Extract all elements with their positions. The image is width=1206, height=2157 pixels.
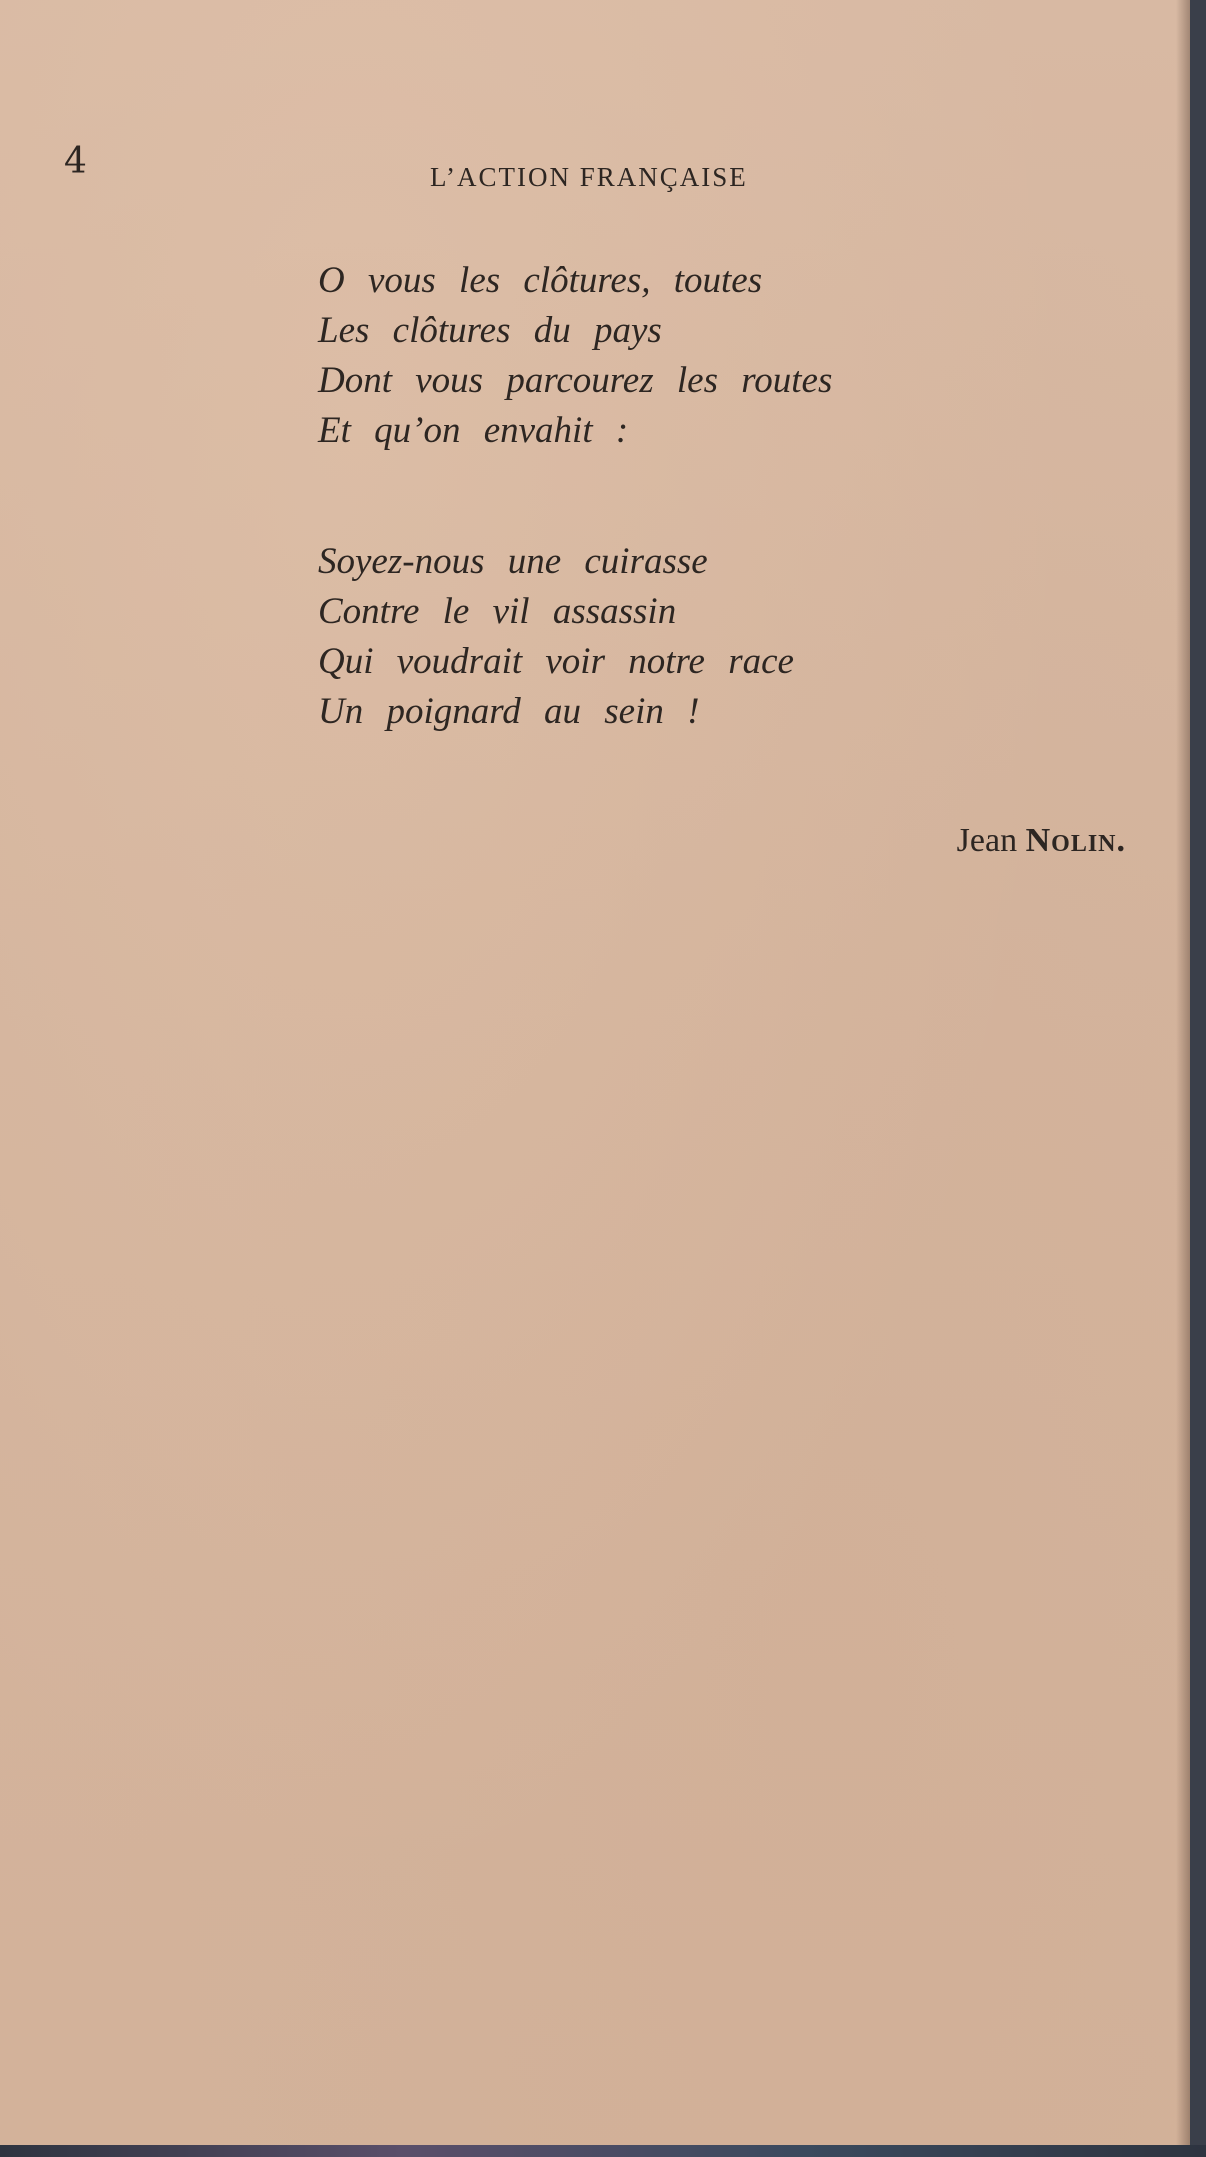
running-title: L’ACTION FRANÇAISE [430, 162, 748, 192]
page-number: 4 [64, 141, 87, 182]
poem-stanza-2 [318, 537, 794, 737]
verse-line: Contre le vil assassin [318, 591, 677, 632]
book-edge [0, 2145, 1206, 2157]
poem-stanza-1 [318, 256, 832, 456]
verse-line: Soyez-nous une cuirasse [318, 541, 708, 582]
verse-line: O vous les clôtures, toutes [318, 260, 763, 301]
verse-line: Et qu’on envahit : [318, 410, 629, 451]
verse-line: Dont vous parcourez les routes [318, 360, 833, 401]
verse-line: Qui voudrait voir notre race [318, 641, 794, 682]
author-first-name: Jean [956, 822, 1018, 859]
verse-line: Un poignard au sein ! [318, 691, 700, 732]
verse-line: Les clôtures du pays [318, 310, 662, 351]
author-signature [957, 822, 1126, 860]
author-surname: Nolin. [1025, 822, 1126, 859]
